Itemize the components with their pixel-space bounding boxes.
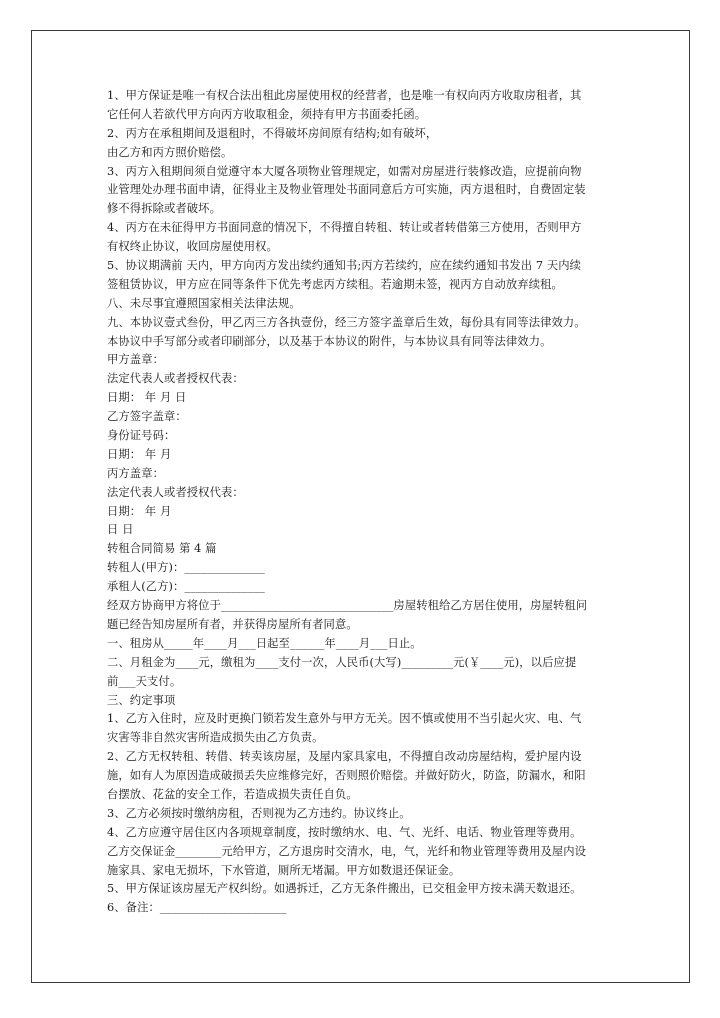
text-line: 日期： 年 月 [107,504,172,518]
text-line: 修不得拆除或者破坏。 [107,202,221,216]
text-line: 转租人(甲方)：______________ [107,561,265,575]
text-line: 八、未尽事宜遵照国家相关法律法规。 [107,296,301,310]
text-line: 它任何人若欲代甲方向丙方收取租金，须持有甲方书面委托函。 [107,107,427,121]
text-line: 日期： 年 月 [107,447,172,461]
text-line: 3、丙方入租期间须自觉遵守本大厦各项物业管理规定，如需对房屋进行装修改造，应提前向物 [107,164,582,178]
text-line: 由乙方和丙方照价赔偿。 [107,145,233,159]
text-line: 1、甲方保证是唯一有权合法出租此房屋使用权的经营者，也是唯一有权向丙方收取房租者，其 [107,89,582,102]
text-line: 2、乙方无权转租、转借、转卖该房屋，及屋内家具家电，不得擅自改动房屋结构，爱护屋内设 [107,750,582,764]
text-line: 二、月租金为____元，缴租为____支付一次，人民币(大写)_________元(￥____元)，以后应提 [107,655,577,669]
document-body [107,87,627,918]
text-line: 有权终止协议，收回房屋使用权。 [107,240,278,254]
text-line: 经双方协商甲方将位于______________________________房屋转租给乙方居住使用，房屋转租问 [107,599,588,613]
text-line: 4、丙方在未征得甲方书面同意的情况下，不得擅自转租、转让或者转借第三方使用，否则甲方 [107,221,582,235]
text-line: 三、约定事项 [107,693,176,707]
text-line: 4、乙方应遵守居住区内各项规章制度，按时缴纳水、电、气、光纤、电话、物业管理等费用。 [107,825,582,839]
text-line: 本协议中手写部分或者印刷部分，以及基于本协议的附件，与本协议具有同等法律效力。 [107,334,552,348]
text-line: 承租人(乙方)：______________ [107,580,265,594]
text-line: 3、乙方必须按时缴纳房租，否则视为乙方违约。协议终止。 [107,806,411,820]
text-line: 台摆放、花盆的安全工作，若造成损失责任自负。 [107,787,358,801]
text-line: 甲方盖章： [107,353,164,367]
text-line: 施，如有人为原因造成破损丢失应维修完好，否则照价赔偿。并做好防火，防盗，防漏水，和阳 [107,769,586,783]
text-line: 6、备注：______________________ [107,901,287,915]
text-line: 法定代表人或者授权代表： [107,485,244,499]
text-line: 日期： 年 月 日 [107,391,187,405]
text-line: 九、本协议壹式叁份，甲乙丙三方各执壹份，经三方签字盖章后生效，每份具有同等法律效力。 [107,315,586,329]
text-line: 乙方交保证金________元给甲方，乙方退房时交清水，电，气，光纤和物业管理等费用及屋内设 [107,844,587,858]
text-line: 日 日 [107,523,134,537]
text-line: 1、乙方入住时，应及时更换门锁若发生意外与甲方无关。因不慎或使用不当引起火灾、电、气 [107,712,582,726]
text-line: 乙方签字盖章： [107,410,187,424]
text-line: 丙方盖章： [107,466,164,480]
text-line: 转租合同简易 第 4 篇 [107,542,217,556]
text-line: 5、甲方保证该房屋无产权纠纷。如遇拆迁，乙方无条件搬出，已交租金甲方按未满天数退还。 [107,882,582,896]
text-line: 2、丙方在承租期间及退租时，不得破坏房间原有结构;如有破坏， [107,126,438,140]
text-line: 法定代表人或者授权代表： [107,372,244,386]
text-line: 一、租房从_____年____月___日起至______年____月___日止。 [107,636,422,650]
text-line: 签租赁协议，甲方应在同等条件下优先考虑丙方续租。若逾期未签，视丙方自动放弃续租。 [107,277,563,291]
text-line: 5、协议期满前 天内，甲方向丙方发出续约通知书;丙方若续约，应在续约通知书发出 7 天内续 [107,259,582,273]
text-line: 前___天支付。 [107,674,182,688]
text-line: 题已经告知房屋所有者，并获得房屋所有者同意。 [107,617,358,631]
text-line: 施家具、家电无损坏，下水管道，厕所无堵漏。甲方如数退还保证金。 [107,863,461,877]
text-line: 业管理处办理书面申请，征得业主及物业管理处书面同意后方可实施，丙方退租时，自费固定装 [107,183,586,197]
text-line: 身份证号码： [107,429,176,443]
text-line: 灾害等非自然灾害所造成损失由乙方负责。 [107,731,324,745]
